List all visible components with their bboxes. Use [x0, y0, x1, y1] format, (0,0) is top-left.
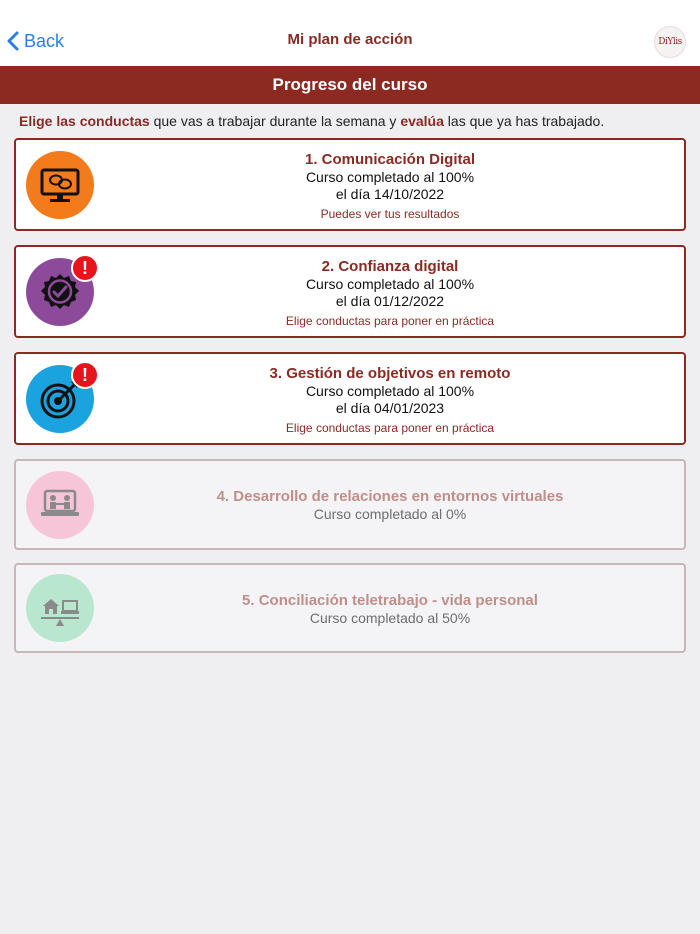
instructions-text-1: que vas a trabajar durante la semana y — [149, 113, 401, 129]
course-card-content — [106, 364, 674, 436]
course-progress: Curso completado al 100% — [305, 383, 475, 399]
course-title: 3. Gestión de objetivos en remoto — [269, 365, 511, 382]
course-date: el día 04/01/2023 — [335, 400, 445, 416]
course-card-5[interactable] — [14, 563, 686, 653]
course-card-4[interactable] — [14, 459, 686, 550]
course-card-content — [106, 591, 674, 627]
course-card-3[interactable] — [14, 352, 686, 445]
course-card-2[interactable] — [14, 245, 686, 338]
app-logo: DiYlis — [654, 26, 686, 58]
monitor-chat-icon — [26, 151, 94, 219]
section-banner: Progreso del curso — [0, 66, 700, 104]
course-card-content — [106, 150, 674, 222]
course-date: el día 01/12/2022 — [335, 293, 445, 309]
course-action: Elige conductas para poner en práctica — [285, 314, 495, 328]
course-title: 1. Comunicación Digital — [304, 151, 476, 168]
alert-badge: ! — [71, 254, 99, 282]
course-card-content — [106, 257, 674, 329]
course-title: 2. Confianza digital — [321, 258, 459, 275]
home-work-balance-icon — [26, 574, 94, 642]
instructions-text-2: las que ya has trabajado. — [443, 113, 605, 129]
course-title: 4. Desarrollo de relaciones en entornos virtuales — [216, 488, 564, 505]
page-title: Mi plan de acción — [287, 31, 413, 48]
instructions-emphasis-1: Elige las conductas — [19, 113, 150, 129]
course-progress: Curso completado al 0% — [313, 506, 467, 522]
course-action: Puedes ver tus resultados — [320, 207, 460, 221]
course-progress: Curso completado al 100% — [305, 169, 475, 185]
course-title: 5. Conciliación teletrabajo - vida personal — [242, 592, 538, 609]
course-card-1[interactable] — [14, 138, 686, 231]
course-action: Elige conductas para poner en práctica — [285, 421, 495, 435]
alert-badge: ! — [71, 361, 99, 389]
course-date: el día 14/10/2022 — [335, 186, 445, 202]
course-progress: Curso completado al 50% — [309, 610, 471, 626]
laptop-people-icon — [26, 471, 94, 539]
course-progress: Curso completado al 100% — [305, 276, 475, 292]
instructions-emphasis-2: evalúa — [400, 113, 444, 129]
instructions-text — [19, 113, 689, 129]
course-card-content — [106, 487, 674, 523]
navigation-bar — [0, 0, 700, 66]
back-label: Back — [24, 30, 65, 51]
